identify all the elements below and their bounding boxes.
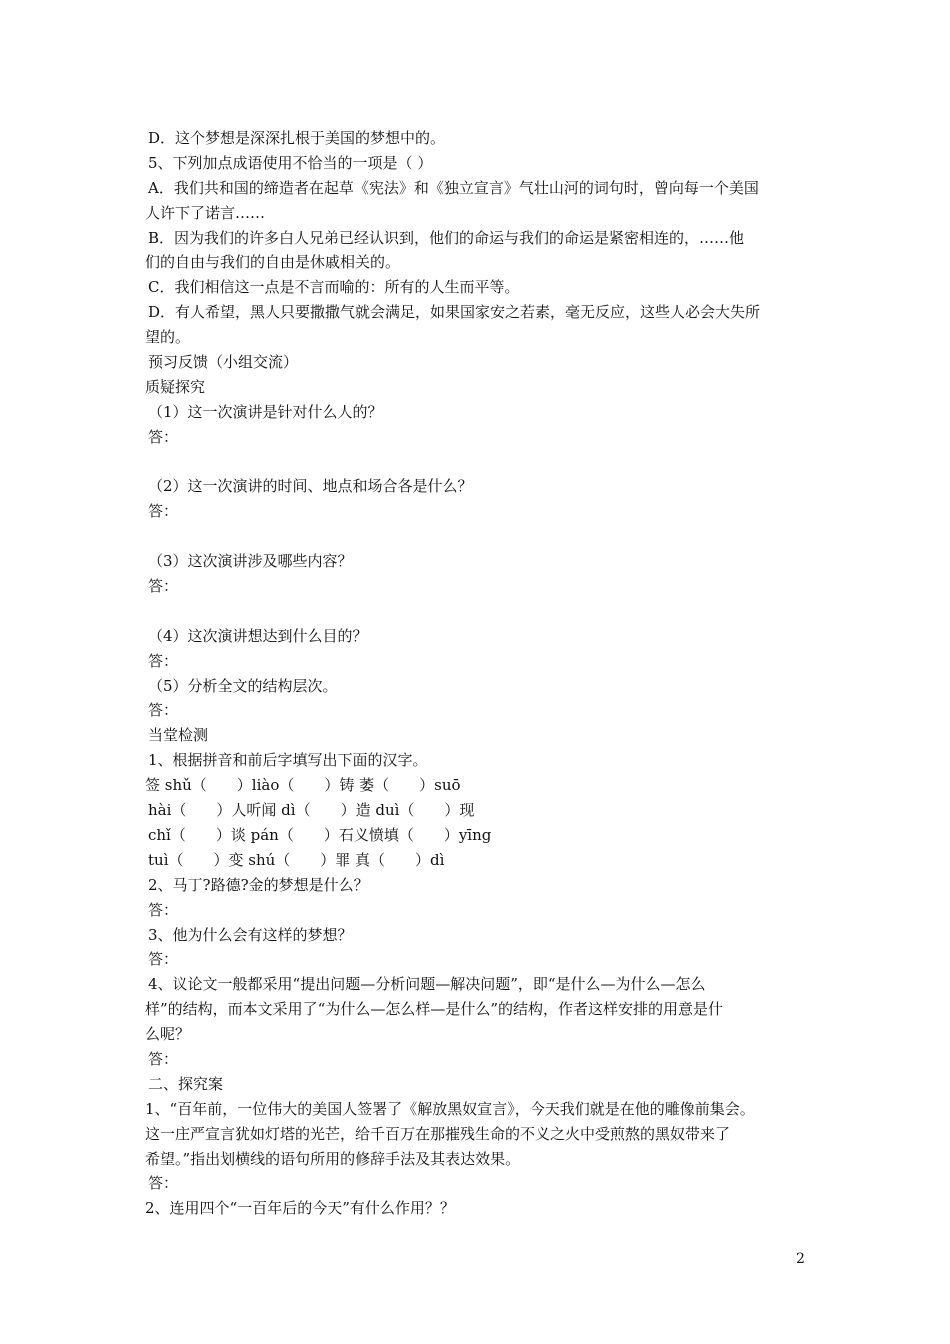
answer-label: 答： [148, 651, 179, 670]
answer-label: 答： [148, 1049, 179, 1068]
section-heading-inquiry: 质疑探究 [145, 377, 206, 396]
test-question-4-line-1: 4、议论文一般都采用“提出问题—分析问题—解决问题”，即“是什么—为什么—怎么 [148, 975, 706, 994]
test-question-4-line-2: 样”的结构，而本文采用了“为什么—怎么样—是什么”的结构，作者这样安排的用意是什 [145, 1000, 724, 1019]
answer-label: 答： [148, 900, 179, 919]
inquiry-question-1: （1）这一次演讲是针对什么人的？ [148, 402, 383, 421]
option-d2-line-2: 望的。 [145, 328, 191, 347]
pinyin-row-4: tuì（ ）变 shú（ ）罪 真（ ）dì [148, 850, 445, 869]
inquiry-plan-question-2: 2、连用四个“一百年后的今天”有什么作用？？ [145, 1199, 455, 1218]
test-question-3: 3、他为什么会有这样的梦想？ [148, 925, 353, 944]
option-c-line: C．我们相信这一点是不言而喻的：所有的人生而平等。 [148, 278, 520, 297]
option-b-line-2: 们的自由与我们的自由是休戚相关的。 [145, 253, 401, 272]
answer-label: 答： [148, 577, 179, 596]
section-heading-inquiry-plan: 二、探究案 [148, 1074, 224, 1093]
blank-line [145, 524, 815, 549]
blank-line [145, 599, 815, 624]
page-number: 2 [796, 1251, 805, 1267]
option-b-line-1: B．因为我们的许多白人兄弟已经认识到，他们的命运与我们的命运是紧密相连的，……他 [148, 228, 745, 247]
option-d-line: D．这个梦想是深深扎根于美国的梦想中的。 [148, 129, 446, 147]
answer-label: 答： [148, 701, 179, 720]
blank-line [145, 450, 815, 475]
question-5-line: 5、下列加点成语使用不恰当的一项是（ ） [148, 153, 433, 172]
test-question-2: 2、马丁?路德?金的梦想是什么？ [148, 875, 369, 894]
test-question-1: 1、根据拼音和前后字填写出下面的汉字。 [148, 751, 428, 770]
inquiry-question-3: （3）这次演讲涉及哪些内容？ [148, 552, 353, 571]
pinyin-row-2: hài（ ）人听闻 dì（ ）造 duì（ ）现 [148, 801, 475, 820]
answer-label: 答： [148, 950, 179, 969]
inquiry-plan-question-1-line-3: 希望。”指出划横线的语句所用的修辞手法及其表达效果。 [145, 1149, 521, 1168]
pinyin-row-3: chǐ（ ）谈 pán（ ）石义愤填（ ）yīng [148, 825, 492, 844]
inquiry-question-4: （4）这次演讲想达到什么目的？ [148, 626, 368, 645]
inquiry-plan-question-1-line-2: 这一庄严宣言犹如灯塔的光芒，给千百万在那摧残生命的不义之火中受煎熬的黑奴带来了 [145, 1124, 731, 1143]
answer-label: 答： [148, 1174, 179, 1193]
option-a-line-1: A．我们共和国的缔造者在起草《宪法》和《独立宣言》气壮山河的词句时，曾向每一个美国 [148, 178, 759, 197]
pinyin-row-1: 签 shǔ（ ）liào（ ）铸 萎（ ）suō [145, 776, 461, 795]
inquiry-plan-question-1-line-1: 1、“百年前，一位伟大的美国人签署了《解放黑奴宣言》，今天我们就是在他的雕像前集会。 [145, 1099, 755, 1118]
answer-label: 答： [148, 502, 179, 521]
answer-label: 答： [148, 427, 179, 446]
test-question-4-line-3: 么呢？ [145, 1025, 191, 1044]
option-a-line-2: 人许下了诺言…… [145, 203, 266, 222]
document-body [145, 126, 815, 1221]
section-heading-class-test: 当堂检测 [148, 726, 209, 745]
option-d2-line-1: D．有人希望，黑人只要撒撒气就会满足，如果国家安之若素，毫无反应，这些人必会大失所 [148, 303, 761, 322]
inquiry-question-2: （2）这一次演讲的时间、地点和场合各是什么？ [148, 477, 473, 496]
inquiry-question-5: （5）分析全文的结构层次。 [148, 676, 338, 695]
section-heading-preview-feedback: 预习反馈（小组交流） [148, 353, 299, 372]
